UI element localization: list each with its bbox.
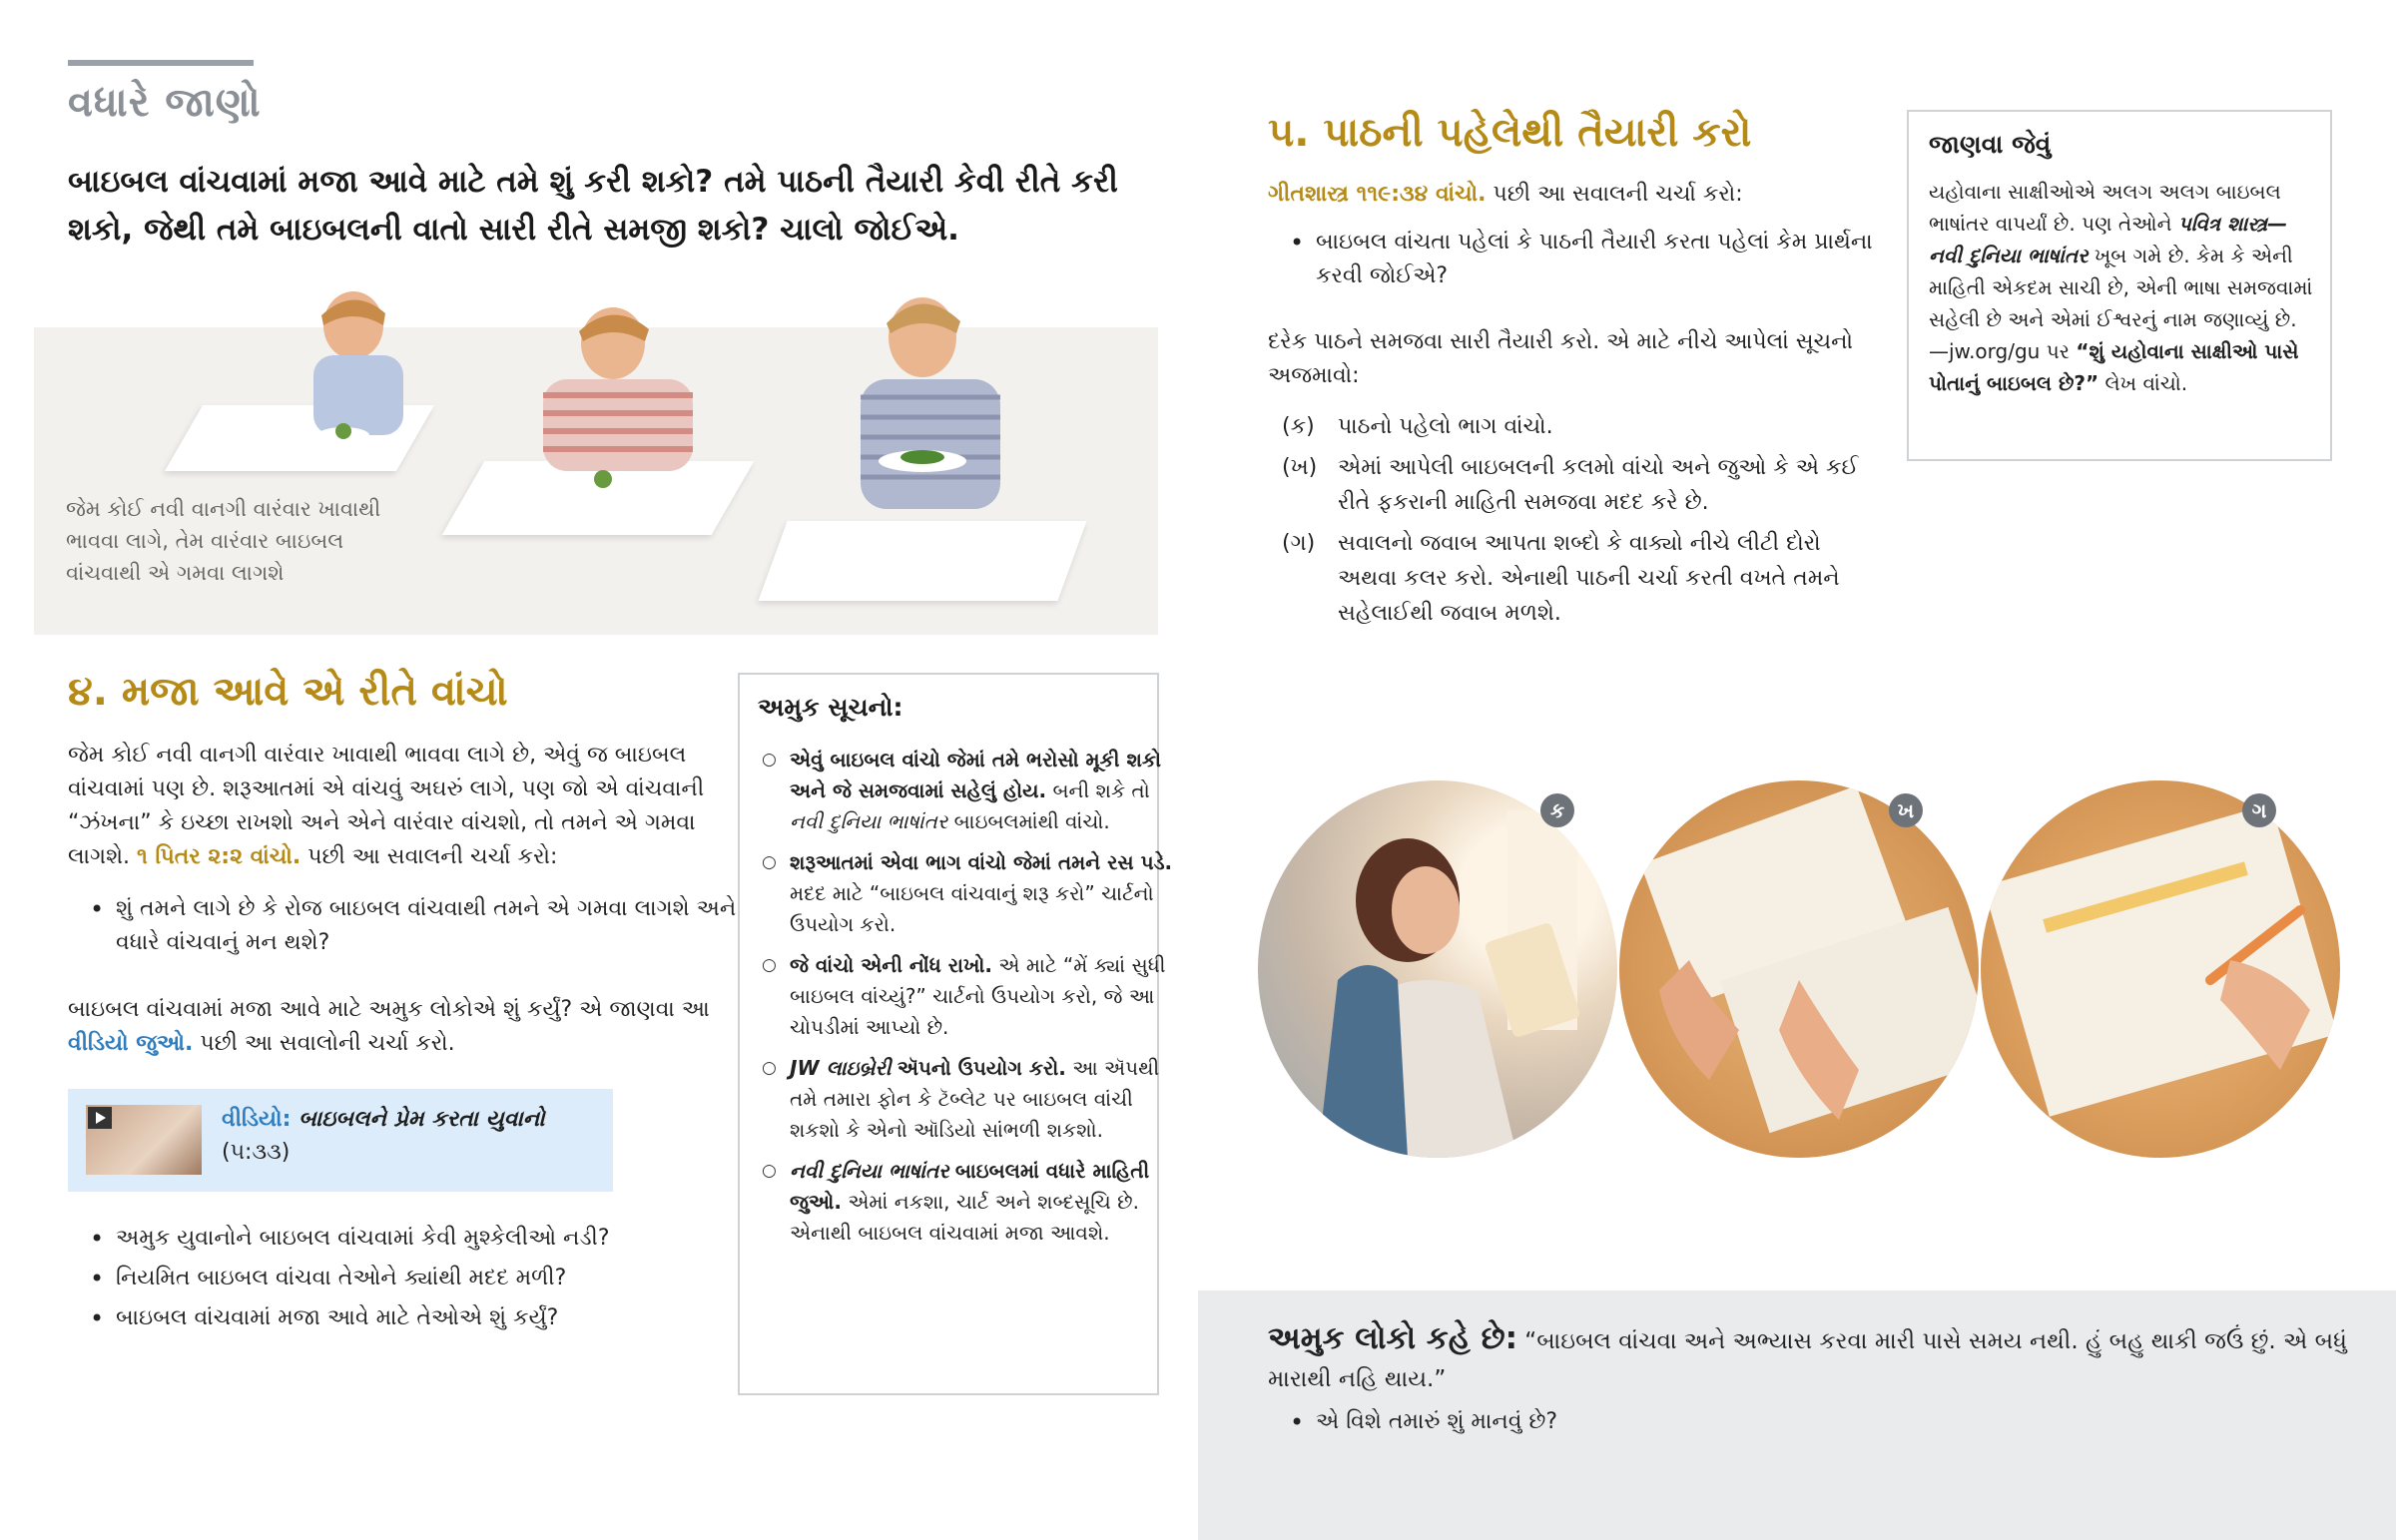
tip-1-italic: નવી દુનિયા ભાષાંતર xyxy=(790,809,948,833)
boy-1-figure xyxy=(234,285,453,455)
tip-3-bold: જે વાંચો એની નોંધ રાખો. xyxy=(790,953,993,977)
list-item: • નિયમિત બાઇબલ વાંચવા તેઓને ક્યાંથી મદદ મળી? xyxy=(116,1262,775,1295)
highlighting-illustration xyxy=(1981,780,2340,1158)
bible-lookup-illustration xyxy=(1619,780,1979,1158)
step-text: પાઠનો પહેલો ભાગ વાંચો. xyxy=(1338,414,1553,439)
step-letter: (ક) xyxy=(1282,414,1315,439)
tip-3-rest: એ માટે “મેં ક્યાં સુધી બાઇબલ વાંચ્યું?” ચાર્ટનો ઉપયોગ કરો, જે આ ચોપડીમાં આપ્યો છે. xyxy=(790,953,1166,1039)
tip-item xyxy=(790,950,1179,1043)
intro-text: બાઇબલ વાંચવામાં મજા આવે માટે તમે શું કરી શકો? તમે પાઠની તૈયારી કેવી રીતે કરી શકો, જેથી તમે બાઇબલની વાતો સારી રીતે સમજી શકો? ચાલો જોઈએ. xyxy=(68,164,1118,248)
preparation-steps xyxy=(1282,409,1861,637)
list-item: • એ વિશે તમારું શું માનવું છે? xyxy=(1316,1405,1915,1439)
some-people-say-question xyxy=(1268,1405,1915,1445)
scripture-link-psalms[interactable]: ગીતશાસ્ત્ર ૧૧૯:૩૪ વાંચો. xyxy=(1268,182,1487,207)
step-item xyxy=(1282,526,1861,631)
video-label: વીડિયો: xyxy=(222,1107,292,1132)
video-duration: (૫:૩૩) xyxy=(222,1140,291,1165)
bible-lookup-drawing xyxy=(1619,780,1979,1158)
tip-5-italic: નવી દુનિયા ભાષાંતર xyxy=(790,1159,949,1183)
section-top-rule xyxy=(68,60,254,66)
section-4-p2-text: બાઇબલ વાંચવામાં મજા આવે માટે અમુક લોકોએ શું કર્યું? એ જાણવા આ xyxy=(68,997,710,1022)
section-5-title: ૫. પાઠની પહેલેથી તૈયારી કરો xyxy=(1268,110,1752,156)
step-item xyxy=(1282,450,1861,520)
did-you-know-text xyxy=(1929,176,2314,399)
step-letter: (ગ) xyxy=(1282,531,1316,556)
know-bible-title: પવિત્ર શાસ્ત્ર—નવી દુનિયા ભાષાંતર xyxy=(1929,212,2288,267)
know-text-pre: યહોવાના સાક્ષીઓએ અલગ અલગ બાઇબલ ભાષાંતર વાપર્યાં છે. પણ તેઓને xyxy=(1929,180,2281,236)
section-4-question-list xyxy=(68,892,775,966)
know-text-mid: ખૂબ ગમે છે. કેમ કે એની માહિતી એકદમ સાચી છે, એની ભાષા સમજવામાં સહેલી છે અને એમાં ઈશ્વરનું નામ જણાવ્યું છે.—jw.org/gu પર xyxy=(1929,244,2313,363)
illustration-caption: જેમ કોઈ નવી વાનગી વારંવાર ખાવાથી ભાવવા લાગે, તેમ વારંવાર બાઇબલ વાંચવાથી એ ગમવા લાગશે xyxy=(66,497,381,585)
scripture-link-1peter[interactable]: ૧ પિતર ૨:૨ વાંચો. xyxy=(137,844,301,869)
step-text: સવાલનો જવાબ આપતા શબ્દો કે વાક્યો નીચે લીટી દોરો અથવા કલર કરો. એનાથી પાઠની ચર્ચા કરતી વખતે તમને સહેલાઈથી જવાબ મળશે. xyxy=(1338,531,1840,626)
tip-item xyxy=(790,745,1179,837)
tips-title: અમુક સૂચનો: xyxy=(758,693,903,722)
tip-item xyxy=(790,1156,1179,1249)
learn-more-heading: વધારે જાણો xyxy=(68,80,262,126)
know-text-post: લેખ વાંચો. xyxy=(2104,371,2188,395)
list-item: • શું તમને લાગે છે કે રોજ બાઇબલ વાંચવાથી તમને એ ગમવા લાગશે અને વધારે વાંચવાનું મન થશે? xyxy=(116,892,775,960)
step-item xyxy=(1282,409,1861,444)
tip-1-bold: એવું બાઇબલ વાંચો જેમાં તમે ભરોસો મૂકી શકો અને જે સમજવામાં સહેલું હોય. xyxy=(790,748,1162,802)
step-letter: (ખ) xyxy=(1282,455,1318,480)
tip-item xyxy=(790,847,1179,940)
tip-4-italic: JW લાઇબ્રેરી xyxy=(790,1056,892,1080)
badge-k: ક xyxy=(1540,793,1574,827)
section-4-paragraph-1 xyxy=(68,739,717,874)
did-you-know-title: જાણવા જેવું xyxy=(1929,130,2052,159)
tip-4-rest: આ ઍપથી તમે તમારા ફોન કે ટૅબ્લેટ પર બાઇબલ વાંચી શકશો કે એનો ઑડિયો સાંભળી શકશો. xyxy=(790,1056,1160,1142)
section-4-paragraph-2 xyxy=(68,993,717,1061)
tip-2-rest: મદદ માટે “બાઇબલ વાંચવાનું શરૂ કરો” ચાર્ટનો ઉપયોગ કરો. xyxy=(790,881,1154,936)
step-text: એમાં આપેલી બાઇબલની કલમો વાંચો અને જુઓ કે એ કઈ રીતે ફકરાની માહિતી સમજવા મદદ કરે છે. xyxy=(1338,455,1859,515)
boy-3-figure xyxy=(773,277,1012,537)
tips-list xyxy=(758,745,1179,1259)
badge-kh: ખ xyxy=(1889,793,1923,827)
video-title: બાઇબલને પ્રેમ કરતા યુવાનો xyxy=(299,1107,545,1132)
badge-g: ગ xyxy=(2242,793,2276,827)
section-5-paragraph-1 xyxy=(1268,178,1877,212)
tip-5-bold: બાઇબલમાં વધારે માહિતી જુઓ. xyxy=(790,1159,1150,1214)
tip-item xyxy=(790,1053,1179,1146)
play-icon[interactable] xyxy=(88,1107,112,1129)
highlighting-drawing xyxy=(1981,780,2340,1158)
tip-4-bold: ઍપનો ઉપયોગ કરો. xyxy=(897,1056,1066,1080)
some-people-say-text xyxy=(1268,1319,2356,1398)
video-title-line[interactable] xyxy=(222,1104,545,1136)
girl-reading-illustration xyxy=(1258,780,1617,1158)
some-people-say-quote: “બાઇબલ વાંચવા અને અભ્યાસ કરવા મારી પાસે સમય નથી. હું બહુ થાકી જઉં છું. એ બધું મારાથી નહિ થાય.” xyxy=(1268,1328,2347,1392)
boy-2-figure xyxy=(483,295,723,495)
list-item: • બાઇબલ વાંચતા પહેલાં કે પાઠની તૈયારી કરતા પહેલાં કેમ પ્રાર્થના કરવી જોઈએ? xyxy=(1316,226,1905,293)
section-4-p2-end: પછી આ સવાલોની ચર્ચા કરો. xyxy=(200,1031,455,1056)
watch-video-link[interactable]: વીડિયો જુઓ. xyxy=(68,1031,194,1056)
section-4-p1-text: જેમ કોઈ નવી વાનગી વારંવાર ખાવાથી ભાવવા લાગે છે, એવું જ બાઇબલ વાંચવામાં પણ છે. શરૂઆતમાં એ વાંચવું અઘરું લાગે, પણ જો એ વાંચવાની “ઝંખના” કે ઇચ્છા રાખશો અને એને વારંવાર વાંચશો, તો તમને એ ગમવા લાગશે. xyxy=(68,743,705,869)
tip-1-pre: બની શકે તો xyxy=(1052,778,1150,802)
know-article-title[interactable]: “શું યહોવાના સાક્ષીઓ પાસે પોતાનું બાઇબલ છે?” xyxy=(1929,339,2299,395)
some-people-say-label: અમુક લોકો કહે છે: xyxy=(1268,1320,1517,1356)
girl-reading-drawing xyxy=(1258,780,1617,1158)
tip-1-post: બાઇબલમાંથી વાંચો. xyxy=(953,809,1110,833)
list-item: • બાઇબલ વાંચવામાં મજા આવે માટે તેઓએ શું કર્યું? xyxy=(116,1301,775,1335)
section-5-p1-text: પછી આ સવાલની ચર્ચા કરો: xyxy=(1493,182,1743,207)
tip-5-rest: એમાં નકશા, ચાર્ટ અને શબ્દસૂચિ છે. એનાથી બાઇબલ વાંચવામાં મજા આવશે. xyxy=(790,1190,1139,1245)
section-5-paragraph-2: દરેક પાઠને સમજવા સારી તૈયારી કરો. એ માટે નીચે આપેલાં સૂચનો અજમાવો: xyxy=(1268,329,1854,388)
section-4-title: ૪. મજા આવે એ રીતે વાંચો xyxy=(68,669,508,715)
section-5-question-list xyxy=(1268,226,1905,299)
video-question-list xyxy=(68,1222,775,1341)
tip-2-bold: શરૂઆતમાં એવા ભાગ વાંચો જેમાં તમને રસ પડે. xyxy=(790,850,1173,874)
section-4-p1-end: પછી આ સવાલની ચર્ચા કરો: xyxy=(307,844,558,869)
list-item: • અમુક યુવાનોને બાઇબલ વાંચવામાં કેવી મુશ્કેલીઓ નડી? xyxy=(116,1222,775,1256)
